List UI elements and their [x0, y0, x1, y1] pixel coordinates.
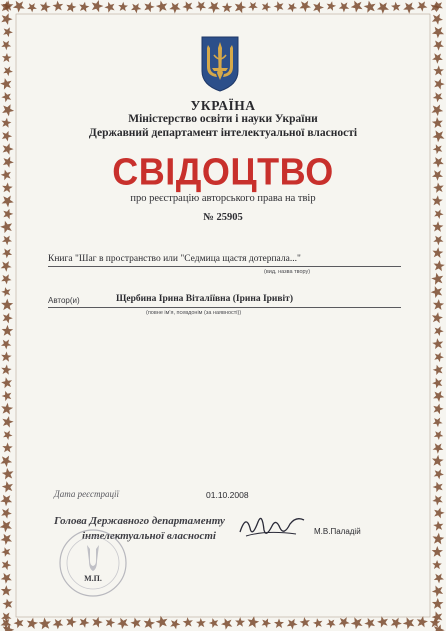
- trident-emblem-icon: [199, 33, 241, 93]
- registration-date-value: 01.10.2008: [206, 490, 249, 500]
- author-caption: (повне ім'я, псевдонім (за наявності)): [146, 310, 242, 316]
- country-title: УКРАЇНА: [190, 98, 256, 113]
- certificate-title: СВІДОЦТВО: [112, 149, 334, 193]
- head-name: М.В.Паладій: [314, 527, 361, 536]
- head-title-line2: інтелектуальної власності: [82, 530, 216, 542]
- work-title-line: [48, 266, 401, 267]
- department-name: Державний департамент інтелектуальної власності: [88, 127, 358, 139]
- registration-date-label: Дата реєстрації: [54, 489, 119, 499]
- author-line: [48, 307, 401, 308]
- author-label: Автор(и): [48, 296, 80, 305]
- official-stamp: [57, 527, 129, 599]
- work-title-caption: (вид, назва твору): [264, 269, 311, 275]
- head-title-line1: Голова Державного департаменту: [54, 515, 225, 527]
- stamp-text: М.П.: [84, 574, 102, 583]
- certificate-subtitle: про реєстрацію авторського права на твір: [130, 193, 316, 204]
- author-value: Щербина Ірина Віталіївна (Ірина Іривіт): [116, 294, 294, 304]
- signature: [236, 508, 308, 546]
- ministry-name: Міністерство освіти і науки України: [128, 113, 318, 125]
- work-title-value: Книга "Шаг в пространство или "Седмица щастя дотерпала...": [48, 254, 301, 264]
- certificate-number: № 25905: [203, 212, 243, 223]
